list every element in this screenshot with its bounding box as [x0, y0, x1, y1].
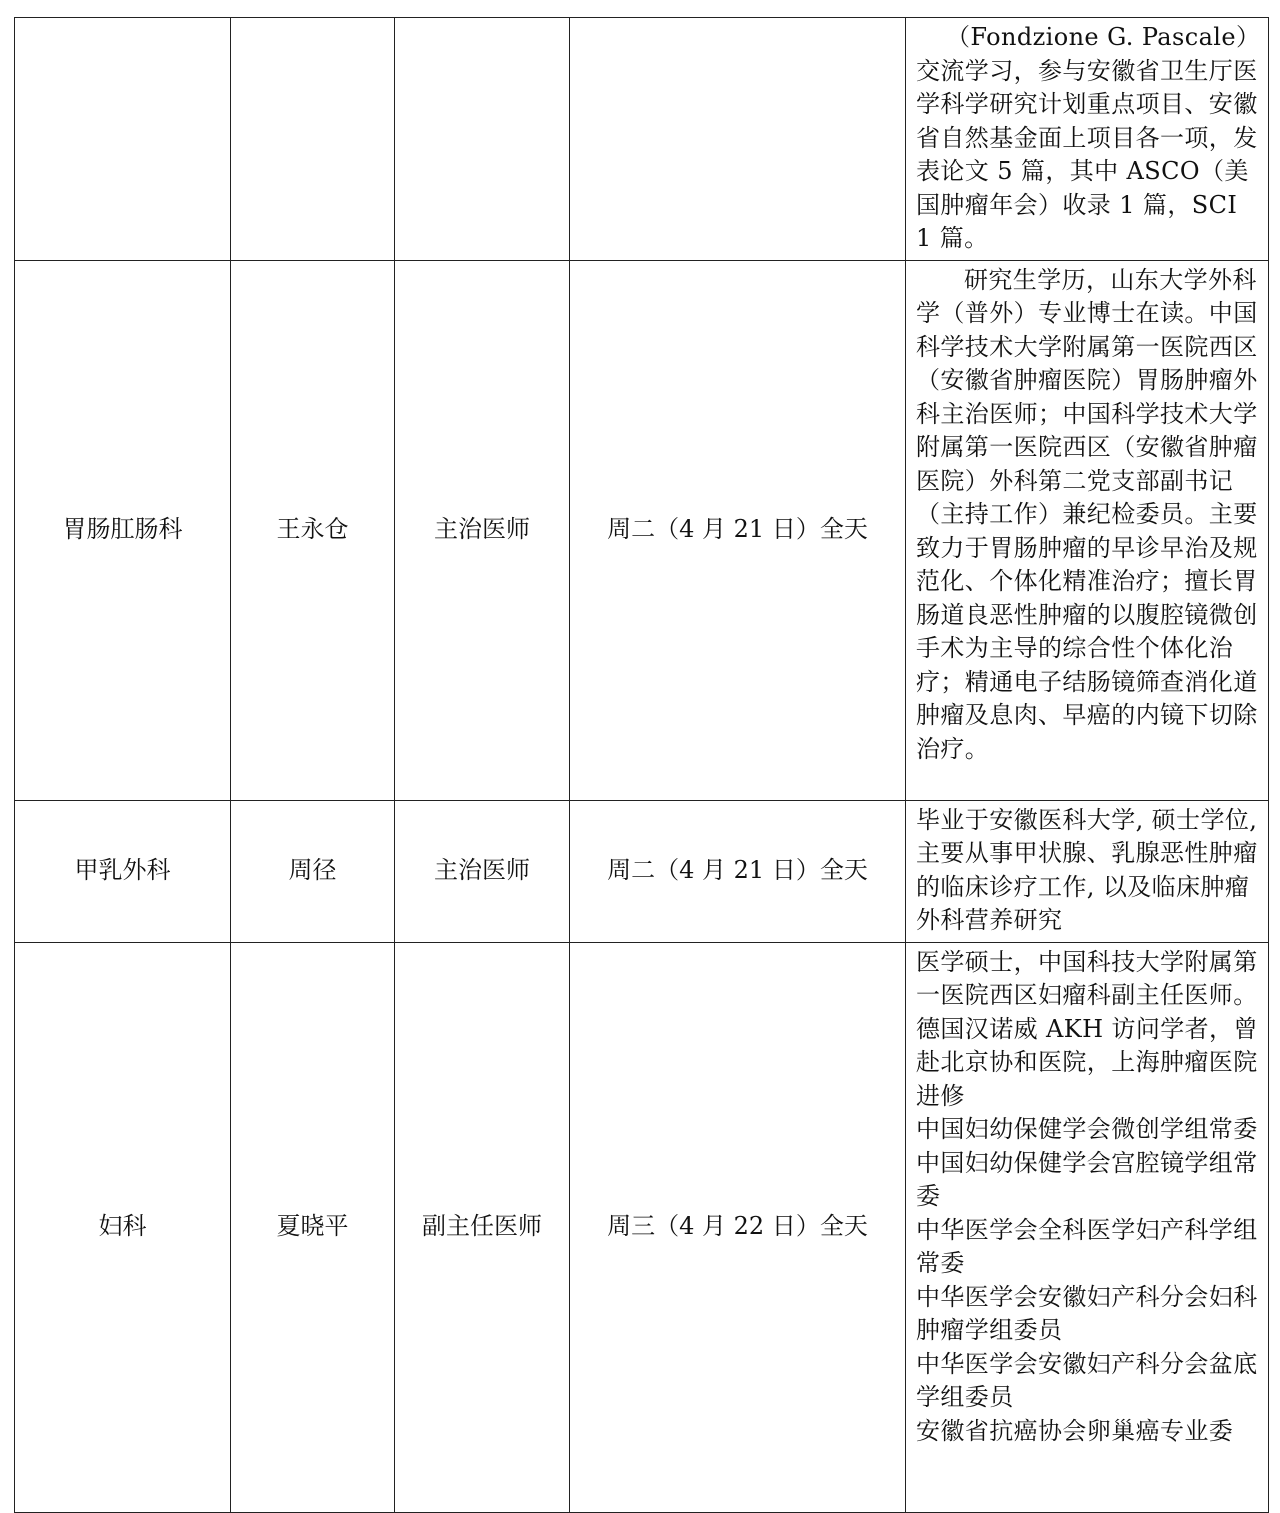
table-row — [15, 18, 1269, 261]
doctor-name-cell: 周径 — [231, 800, 395, 942]
doctor-bio-cell — [906, 18, 1269, 261]
doctor-title-cell: 主治医师 — [395, 800, 570, 942]
bio-paragraph: 中华医学会全科医学妇产科学组常委 — [916, 1215, 1258, 1277]
doctor-bio-cell — [906, 942, 1269, 1512]
doctor-title-cell — [395, 18, 570, 261]
table-row — [15, 942, 1269, 1512]
bio-paragraph: 德国汉诺威 AKH 访问学者，曾赴北京协和医院，上海肿瘤医院进修 — [916, 1014, 1258, 1110]
bio-paragraph: 中国妇幼保健学会微创学组常委 — [916, 1115, 1258, 1143]
doctor-bio-cell — [906, 260, 1269, 800]
clinic-time-cell: 周三（4 月 22 日）全天 — [570, 942, 906, 1512]
bio-paragraph: 安徽省抗癌协会卵巢癌专业委 — [916, 1416, 1234, 1445]
bio-paragraph: 毕业于安徽医科大学, 硕士学位, 主要从事甲状腺、乳腺恶性肿瘤的临床诊疗工作, 以及临床肿瘤外科营养研究 — [916, 805, 1258, 934]
bio-paragraph: 中国妇幼保健学会宫腔镜学组常委 — [916, 1148, 1258, 1210]
department-cell: 妇科 — [15, 942, 231, 1512]
doctor-bio-cell — [906, 800, 1269, 942]
bio-paragraph: 研究生学历，山东大学外科学（普外）专业博士在读。中国科学技术大学附属第一医院西区（安徽省肿瘤医院）胃肠肿瘤外科主治医师；中国科学技术大学附属第一医院西区（安徽省肿瘤医院）外科第二党支部副书记（主持工作）兼纪检委员。主要致力于胃肠肿瘤的早诊早治及规范化、个体化精准治疗；擅长胃肠道良恶性肿瘤的以腹腔镜微创手术为主导的综合性个体化治疗；精通电子结肠镜筛查消化道肿瘤及息肉、早癌的内镜下切除治疗。 — [916, 265, 1258, 763]
table-row — [15, 260, 1269, 800]
doctor-title-cell: 主治医师 — [395, 260, 570, 800]
clinic-time-cell — [570, 18, 906, 261]
bio-paragraph: 医学硕士，中国科技大学附属第一医院西区妇瘤科副主任医师。 — [916, 947, 1258, 1009]
clinic-time-cell: 周二（4 月 21 日）全天 — [570, 260, 906, 800]
doctor-name-cell: 王永仓 — [231, 260, 395, 800]
bio-paragraph: （Fondzione G. Pascale）交流学习，参与安徽省卫生厅医学科学研究计划重点项目、安徽省自然基金面上项目各一项，发表论文 5 篇，其中 ASCO（美国肿瘤年会）收录 1 篇，SCI 1 篇。 — [916, 23, 1258, 252]
doctor-name-cell — [231, 18, 395, 261]
bio-paragraph: 中华医学会安徽妇产科分会妇科肿瘤学组委员 — [916, 1282, 1258, 1344]
department-cell — [15, 18, 231, 261]
department-cell: 胃肠肛肠科 — [15, 260, 231, 800]
doctor-title-cell: 副主任医师 — [395, 942, 570, 1512]
doctor-name-cell: 夏晓平 — [231, 942, 395, 1512]
table-row — [15, 800, 1269, 942]
clinic-time-cell: 周二（4 月 21 日）全天 — [570, 800, 906, 942]
doctor-schedule-table — [14, 17, 1269, 1513]
bio-paragraph: 中华医学会安徽妇产科分会盆底学组委员 — [916, 1349, 1258, 1411]
department-cell: 甲乳外科 — [15, 800, 231, 942]
